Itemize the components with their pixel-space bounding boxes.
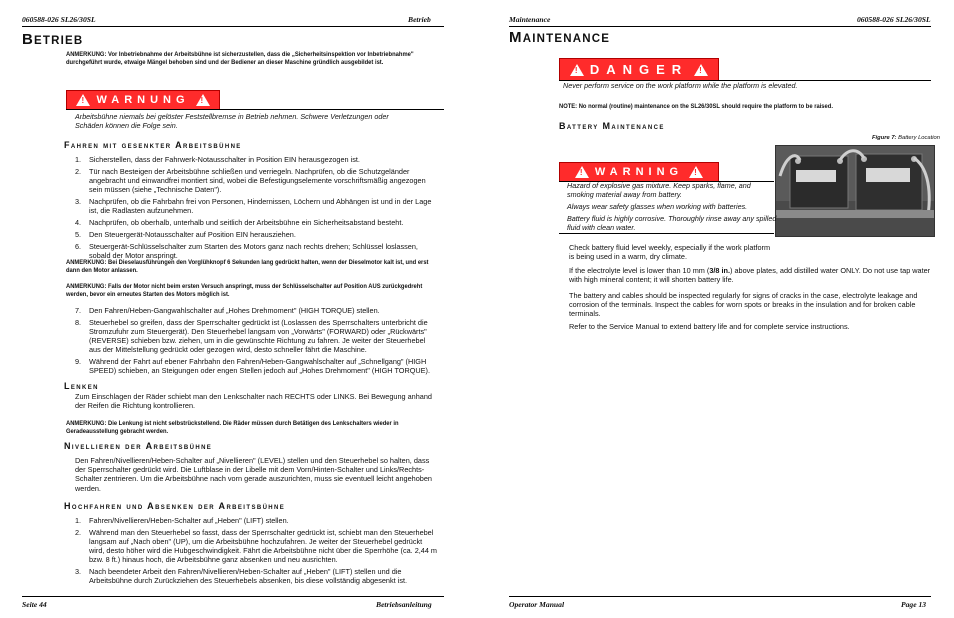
note-vorgluehen: ANMERKUNG: Bei Dieselausführungen den Vorglühknopf 6 Sekunden lang gedrückt halten, wenn der Dieselmotor kalt ist, und erst dann den Motor anlassen.: [66, 259, 429, 274]
warning-triangle-icon: !: [694, 64, 708, 76]
list-item: [75, 318, 437, 355]
list-item-number: 5.: [75, 229, 82, 239]
right-header-docnum: 060588-026 SL26/30SL: [857, 15, 931, 24]
warning-triangle-icon: !: [689, 166, 703, 178]
list-item-text: Während man den Steuerhebel so fasst, dass der Sperrschalter gedrückt ist, schiebt man den Steuerhebel langsam auf „Nach oben" (UP), um die Arbeitsbühne hochzufahren. Je weiter der Steuerhebel gedrückt wird, desto höher wird die Hubgeschwindigkeit. Fährt die Arbeitsbühne nicht über die Sperrhöhe (ca. 2,44 m bzw. 8 ft.) hinaus hoch, die Arbeitsbühne ganz absenken und neu ausrichten.: [89, 527, 438, 565]
list-item: [75, 218, 437, 227]
list-item: [75, 516, 437, 525]
section-fahren: Fahren mit gesenkter Arbeitsbühne: [64, 140, 242, 150]
battery-para-3: The battery and cables should be inspected regularly for signs of cracks in the case, electrolyte leakage and corrosion of the terminals. Inspect the cables for worn spots or breaks in the insulation and for broken cable terminals.: [569, 291, 918, 319]
warning-triangle-icon: !: [575, 166, 589, 178]
list-item-text: Steuerhebel so greifen, dass der Sperrschalter gedrückt ist (Loslassen des Sperrschalters unterbricht die Stromzufuhr zum Steuergerät). Den Steuerhebel langsam von „Vorwärts" (FORWARD) oder „Rückwärts" (REVERSE) schieben bzw. ziehen, um in die gewünschte Richtung zu fahren. Je weiter der Steuerhebel aus der Mittelstellung gedrückt oder gezogen wird, desto schneller fährt die Maschine.: [89, 317, 428, 355]
danger-text: Never perform service on the work platform while the platform is elevated.: [563, 81, 798, 90]
warning-triangle-icon: !: [76, 94, 90, 106]
list-item-text: Fahren/Nivellieren/Heben-Schalter auf „Heben" (LIFT) stellen.: [89, 516, 289, 525]
list-item-number: 9.: [75, 357, 82, 367]
list-item: [75, 306, 437, 315]
list-item-text: Nach beendeter Arbeit den Fahren/Nivellieren/Heben-Schalter auf „Heben" (LIFT) stellen und die Arbeitsbühne durch Zurückziehen des Steuerhebels absenken, bis diese vollständig abgesenkt ist.: [89, 567, 408, 586]
battery-para-2: If the electrolyte level is lower than 10 mm (3/8 in.) above plates, add distilled water ONLY. Do not use tap water with high mineral content; it will shorten battery life.: [569, 266, 931, 285]
danger-banner: [559, 58, 719, 81]
list-item-number: 1.: [75, 516, 82, 525]
list-item-number: 3.: [75, 567, 82, 577]
list-item-number: 8.: [75, 317, 82, 327]
list-item: [75, 230, 437, 239]
battery-warning-2: Always wear safety glasses when working with batteries.: [567, 202, 748, 211]
list-item-text: Den Steuergerät-Notausschalter auf Position EIN herausziehen.: [89, 229, 296, 239]
right-footer-title: Operator Manual: [509, 600, 565, 609]
warning-rule-left: [66, 109, 444, 110]
left-footer-page: Seite 44: [22, 600, 47, 609]
fahren-steps: [75, 155, 437, 263]
list-item: [75, 167, 437, 195]
figure-caption: Figure 7: Battery Location: [872, 135, 941, 141]
list-item-text: Den Fahren/Heben-Gangwahlschalter auf „Hohes Drehmoment" (HIGH TORQUE) stellen.: [89, 306, 380, 315]
list-item: [75, 197, 437, 215]
right-header-rule: [509, 26, 931, 27]
list-item-number: 4.: [75, 218, 82, 227]
list-item: [75, 528, 437, 565]
section-battery: Battery Maintenance: [559, 121, 665, 131]
warning-banner-right: [559, 162, 719, 182]
note-maintenance: NOTE: No normal (routine) maintenance on the SL26/30SL should require the platform to be raised.: [559, 103, 833, 110]
right-page-title: MAINTENANCE: [509, 29, 611, 46]
note-lenkung: ANMERKUNG: Die Lenkung ist nicht selbstrückstellend. Die Räder müssen durch Betätigen des Lenkschalters wieder in Geradeausstellung gebracht werden.: [66, 420, 399, 435]
lenken-text: Zum Einschlagen der Räder schiebt man den Lenkschalter nach RECHTS oder LINKS. Bei Bewegung anhand der Reifen die Richtung kontrollieren.: [75, 392, 432, 411]
list-item-text: Steuergerät-Schlüsselschalter zum Starten des Motors ganz nach rechts drehen; Schlüssel loslassen, sobald der Motor anspringt.: [89, 241, 418, 260]
list-item-text: Nachprüfen, ob oberhalb, unterhalb und seitlich der Arbeitsbühne ein Sicherheitsabstand besteht.: [89, 218, 404, 227]
battery-photo: [775, 145, 935, 237]
warning-word: WARNUNG: [96, 94, 190, 106]
battery-warning-1: Hazard of explosive gas mixture. Keep sparks, flame, and smoking material away from battery.: [567, 181, 751, 199]
section-hochfahren: Hochfahren und Absenken der Arbeitsbühne: [64, 501, 286, 511]
section-lenken: Lenken: [64, 381, 99, 391]
warning-banner-left: [66, 90, 220, 110]
list-item-number: 7.: [75, 306, 82, 315]
left-page-title: BETRIEB: [22, 31, 84, 48]
list-item-text: Tür nach Besteigen der Arbeitsbühne schließen und verriegeln. Nachprüfen, ob die Schutzgeländer angebracht und einwandfrei montiert sind, wobei die Befestigungselemente vorschriftsmäßig angezogen sein müssen (siehe „Technische Daten").: [89, 166, 426, 195]
left-header-rule: [22, 26, 444, 27]
list-item-number: 3.: [75, 197, 82, 206]
list-item: [75, 242, 437, 260]
warning-word-right: WARNING: [594, 166, 684, 178]
danger-word: DANGER: [589, 62, 689, 77]
battery-illustration: [776, 146, 934, 236]
nivellieren-text: Den Fahren/Nivellieren/Heben-Schalter auf „Nivellieren" (LEVEL) stellen und den Steuerhebel so halten, dass der Sperrschalter gedrückt wird. Die Luftblase in der Libelle mit dem Vorn/Hinten-Schalter und Links/Rechts-Schalter zentrieren. Um die Arbeitsbühne nach vorn gerade auszurichten, muss sie eventuell leicht angehoben werden.: [75, 456, 432, 493]
right-page: [477, 0, 954, 618]
warning-triangle-icon: !: [570, 64, 584, 76]
list-item-number: 2.: [75, 527, 82, 537]
list-item-text: Sicherstellen, dass der Fahrwerk-Notausschalter in Position EIN herausgezogen ist.: [89, 155, 360, 164]
intro-note: ANMERKUNG: Vor Inbetriebnahme der Arbeitsbühne ist sicherzustellen, dass die „Sicherheitsinspektion vor Inbetriebnahme" durchgeführt wurde, etwaige Mängel behoben sind und der Bediener an dieser Maschine gründlich ausgebildet ist.: [66, 51, 414, 66]
list-item-number: 1.: [75, 155, 82, 164]
note-nicht-anspringt: ANMERKUNG: Falls der Motor nicht beim ersten Versuch anspringt, muss der Schlüsselschalter auf Position AUS zurückgedreht werden, bevor ein erneutes Starten des Motors möglich ist.: [66, 283, 423, 298]
list-item-text: Während der Fahrt auf ebener Fahrbahn den Fahren/Heben-Gangwahlschalter auf „Schnellgang" (HIGH SPEED) schieben, an Steigungen oder engen Stellen jedoch auf „Hohes Drehmoment" (HIGH TORQUE).: [89, 357, 430, 376]
left-footer-title: Betriebsanleitung: [376, 600, 432, 609]
list-item: [75, 357, 437, 375]
list-item: [75, 155, 437, 164]
warning-bottom-rule: [559, 233, 774, 234]
list-item-number: 6.: [75, 241, 82, 251]
warning-text-left: Arbeitsbühne niemals bei gelöster Feststellbremse in Betrieb nehmen. Schwere Verletzungen oder Schäden können die Folge sein.: [75, 112, 389, 130]
left-footer-rule: [22, 596, 444, 597]
right-header-section: Maintenance: [509, 15, 551, 24]
battery-para-1: Check battery fluid level weekly, especially if the work platform is being used in a warm, dry climate.: [569, 243, 771, 262]
list-item-text: Nachprüfen, ob die Fahrbahn frei von Personen, Hindernissen, Löchern und Abhängen ist und in der Lage ist, die Radlasten aufzunehmen.: [89, 197, 432, 216]
battery-para-4: Refer to the Service Manual to extend battery life and for complete service instructions.: [569, 322, 850, 331]
battery-warning-3: Battery fluid is highly corrosive. Thoroughly rinse away any spilled fluid with clean water.: [567, 214, 777, 232]
right-footer-rule: [509, 596, 931, 597]
fahren-steps-continued: [75, 306, 437, 378]
list-item: [75, 567, 437, 585]
warning-triangle-icon: !: [196, 94, 210, 106]
list-item-number: 2.: [75, 166, 82, 176]
right-footer-page: Page 13: [901, 600, 927, 609]
hochfahren-steps: [75, 516, 437, 588]
section-nivellieren: Nivellieren der Arbeitsbühne: [64, 441, 213, 451]
left-header-section: Betrieb: [408, 15, 431, 24]
left-header-docnum: 060588-026 SL26/30SL: [22, 15, 96, 24]
